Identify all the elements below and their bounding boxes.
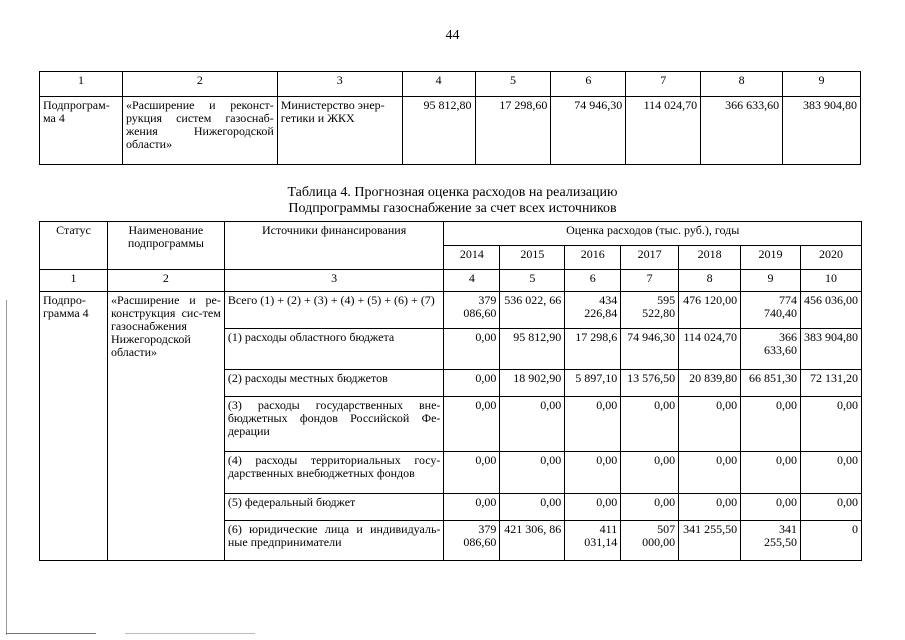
value-cell: 536 022, 66 [500,292,565,329]
row-subprogram-name: «Расширение и ре-конструкция сис-тем газоснабжения Нижегородской области» [107,292,224,561]
continuation-table [39,71,861,165]
t1-col-7: 7 [626,72,701,97]
t1-value: 114 024,70 [626,97,701,165]
value-cell: 72 131,20 [800,370,861,397]
t1-name: «Расширение и реконст-рукция систем газоснаб-жения Нижегородской области» [122,97,277,165]
col-number: 1 [40,270,108,292]
value-cell: 379 086,60 [444,292,500,329]
t1-value: 383 904,80 [783,97,861,165]
col-number: 6 [565,270,621,292]
source-local-budgets: (2) расходы местных бюджетов [224,370,444,397]
source-federal-offbudget-funds: (3) расходы государственных вне-бюджетных фондов Российской Фе-дерации [224,397,444,452]
value-cell: 0,00 [679,397,741,452]
value-cell: 0,00 [741,452,801,494]
col-number: 5 [500,270,565,292]
col-number: 9 [741,270,801,292]
col-number: 8 [679,270,741,292]
header-year: 2015 [500,246,565,270]
value-cell: 421 306, 86 [500,521,565,561]
value-cell: 95 812,90 [500,329,565,370]
t1-value: 17 298,60 [475,97,551,165]
value-cell: 0,00 [444,370,500,397]
header-sources: Источники финансирования [224,222,444,270]
t1-col-8: 8 [701,72,783,97]
scan-edge-left [6,300,7,635]
t1-col-3: 3 [277,72,402,97]
value-cell: 0,00 [444,397,500,452]
header-year: 2017 [621,246,679,270]
t1-value: 95 812,80 [402,97,475,165]
value-cell: 20 839,80 [679,370,741,397]
value-cell: 0,00 [444,494,500,521]
value-cell: 366 633,60 [741,329,801,370]
t1-data-row [40,97,861,165]
value-cell: 434 226,84 [565,292,621,329]
scan-edge-bottom [6,633,96,634]
value-cell: 0,00 [621,494,679,521]
source-territorial-offbudget-funds: (4) расходы территориальных госу-дарственных внебюджетных фондов [224,452,444,494]
header-year: 2016 [565,246,621,270]
value-cell: 0,00 [621,452,679,494]
value-cell: 0,00 [500,494,565,521]
table-title-line-1: Таблица 4. Прогнозная оценка расходов на реализацию [287,185,618,200]
t1-col-6: 6 [551,72,626,97]
page-number: 44 [445,28,460,43]
value-cell: 0,00 [500,452,565,494]
value-cell: 411 031,14 [565,521,621,561]
table-title-line-2: Подпрограммы газоснабжение за счет всех источников [288,201,617,216]
value-cell: 0,00 [565,452,621,494]
row-status: Подпро-грамма 4 [40,292,108,561]
col-number: 7 [621,270,679,292]
value-cell: 18 902,90 [500,370,565,397]
value-cell: 341 255,50 [679,521,741,561]
value-cell: 0,00 [800,452,861,494]
header-estimate: Оценка расходов (тыс. руб.), годы [444,222,862,246]
value-cell: 0,00 [741,397,801,452]
value-cell: 507 000,00 [621,521,679,561]
value-cell: 114 024,70 [679,329,741,370]
header-year: 2019 [741,246,801,270]
value-cell: 0,00 [679,452,741,494]
t2-header-row-1 [40,222,862,246]
t1-col-9: 9 [783,72,861,97]
value-cell: 0,00 [500,397,565,452]
col-number: 2 [107,270,224,292]
t2-number-row [40,270,862,292]
value-cell: 341 255,50 [741,521,801,561]
value-cell: 0,00 [565,494,621,521]
header-status: Статус [40,222,108,270]
value-cell: 383 904,80 [800,329,861,370]
t1-col-1: 1 [40,72,123,97]
source-federal-budget: (5) федеральный бюджет [224,494,444,521]
value-cell: 0,00 [800,397,861,452]
t1-col-5: 5 [475,72,551,97]
value-cell: 379 086,60 [444,521,500,561]
scan-edge-bottom-right [125,633,255,634]
value-cell: 0,00 [565,397,621,452]
t1-header-row [40,72,861,97]
t1-status: Подпрограм-ма 4 [40,97,123,165]
header-year: 2014 [444,246,500,270]
value-cell: 0 [800,521,861,561]
value-cell: 595 522,80 [621,292,679,329]
col-number: 10 [800,270,861,292]
header-name: Наименование подпрограммы [107,222,224,270]
t1-value: 74 946,30 [551,97,626,165]
value-cell: 456 036,00 [800,292,861,329]
value-cell: 0,00 [444,452,500,494]
value-cell: 66 851,30 [741,370,801,397]
value-cell: 476 120,00 [679,292,741,329]
t1-col-4: 4 [402,72,475,97]
value-cell: 74 946,30 [621,329,679,370]
value-cell: 774 740,40 [741,292,801,329]
source-regional-budget: (1) расходы областного бюджета [224,329,444,370]
value-cell: 17 298,6 [565,329,621,370]
value-cell: 0,00 [800,494,861,521]
t1-value: 366 633,60 [701,97,783,165]
value-cell: 0,00 [741,494,801,521]
source-total: Всего (1) + (2) + (3) + (4) + (5) + (6) + (7) [224,292,444,329]
forecast-table [39,221,862,561]
table-title [0,185,905,217]
header-year: 2020 [800,246,861,270]
t1-col-2: 2 [122,72,277,97]
header-year: 2018 [679,246,741,270]
value-cell: 5 897,10 [565,370,621,397]
value-cell: 0,00 [621,397,679,452]
value-cell: 13 576,50 [621,370,679,397]
source-legal-entities: (6) юридические лица и индивидуаль-ные предприниматели [224,521,444,561]
table-row [40,292,862,329]
value-cell: 0,00 [679,494,741,521]
value-cell: 0,00 [444,329,500,370]
t1-ministry: Министерство энер-гетики и ЖКХ [277,97,402,165]
col-number: 3 [224,270,444,292]
col-number: 4 [444,270,500,292]
